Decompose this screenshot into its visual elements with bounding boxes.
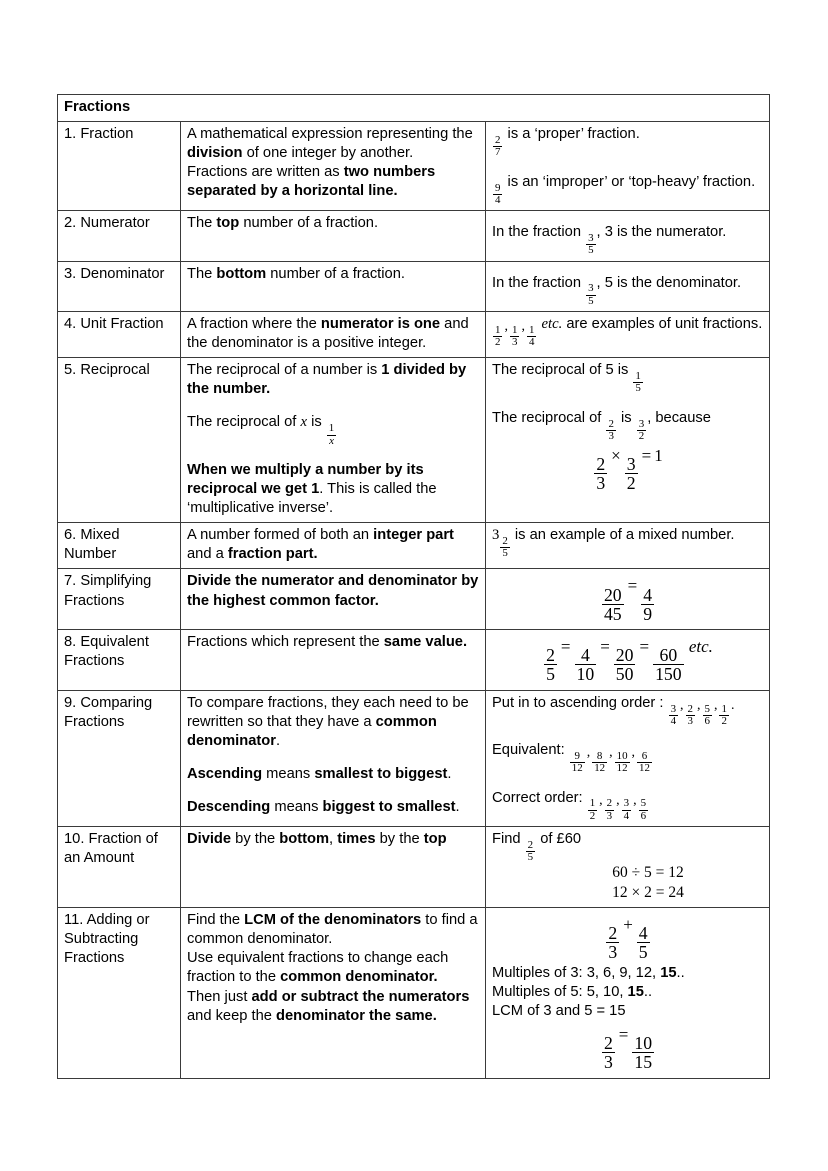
- lcm-statement: LCM of 3 and 5 = 15: [492, 1002, 626, 1019]
- example-fraction: [486, 122, 770, 211]
- def-text: The reciprocal of: [187, 414, 301, 431]
- table-row: [58, 630, 770, 691]
- def-bold: same value: [383, 634, 463, 650]
- equivalent-list: $\frac{9}{12}$ , $\frac{8}{12}$ , $\frac{10}{12}$ , $\frac{6}{12}$: [571, 745, 650, 775]
- integer-part: 3: [492, 527, 500, 544]
- fraction-60-150: $\frac{60}{150}$: [655, 645, 682, 685]
- definition-mixed-number: [181, 523, 486, 569]
- fraction-1-2: $\frac{1}{2}$: [495, 323, 501, 349]
- def-bold: common denominator: [280, 969, 434, 986]
- fraction-5-6: $\frac{5}{6}$: [640, 797, 647, 822]
- fraction-3-4: $\frac{3}{4}$: [670, 702, 677, 727]
- def-text: is: [307, 414, 326, 431]
- example-unit-fraction: [486, 311, 770, 357]
- term-comparing-fractions: 9. Comparing Fractions: [58, 690, 181, 826]
- def-text: .: [462, 634, 468, 650]
- equals-operator: =: [639, 637, 650, 656]
- def-text: ,: [329, 830, 338, 847]
- fraction-1-5: $\frac{1}{5}$: [635, 370, 641, 395]
- definition-simplifying-fractions: [181, 569, 486, 630]
- fraction-1-3: $\frac{1}{3}$: [511, 323, 518, 349]
- correct-order-list: $\frac{1}{2}$ , $\frac{2}{3}$ , $\frac{3}{4}$ , $\frac{5}{6}$: [589, 792, 647, 822]
- def-bold: Divide: [187, 830, 232, 847]
- example-text: ..: [676, 964, 685, 981]
- term-numerator: 2. Numerator: [58, 211, 181, 261]
- term-fraction-of-amount: 10. Fraction of an Amount: [58, 826, 181, 907]
- def-bold: common denominator: [187, 713, 437, 749]
- equation-reciprocal-product: [492, 447, 764, 493]
- fraction-2-3: $\frac{2}{3}$: [687, 702, 693, 727]
- fraction-1-2: $\frac{1}{2}$: [589, 797, 596, 822]
- def-text: by the: [375, 830, 424, 847]
- example-text: , 5 is the denominator.: [596, 274, 742, 291]
- definition-adding-subtracting-fractions: [181, 908, 486, 1078]
- def-text: number of a fraction.: [266, 265, 405, 282]
- def-text: To compare fractions, they each need to be rewritten so that they have a: [187, 694, 469, 730]
- def-text: The reciprocal of a number is: [187, 362, 382, 379]
- definition-unit-fraction: [181, 311, 486, 357]
- ascending-input-list: $\frac{3}{4}$ , $\frac{2}{3}$ , $\frac{5}{6}$ , $\frac{1}{2}$ .: [670, 697, 735, 727]
- def-text: . This is called the ‘multiplicative inverse’.: [187, 481, 437, 517]
- def-bold: top: [423, 830, 447, 847]
- fraction-4-10: $\frac{4}{10}$: [576, 645, 595, 685]
- table-row: [58, 908, 770, 1078]
- def-bold: LCM of the denominators: [244, 912, 422, 929]
- example-denominator: [486, 261, 770, 311]
- def-bold: two numbers separated by a horizontal line: [187, 164, 436, 200]
- definition-fraction-of-amount: [181, 826, 486, 907]
- fraction-9-12: $\frac{9}{12}$: [571, 749, 583, 775]
- def-bold: bottom: [279, 830, 330, 847]
- fraction-2-5: $\frac{2}{5}$: [546, 645, 555, 685]
- fraction-1-over-x: $\frac{1}{x}$: [328, 422, 335, 447]
- table-header-row: [58, 95, 770, 122]
- def-text: means: [262, 765, 315, 782]
- example-text: , 3 is the numerator.: [596, 224, 727, 241]
- ascending-order-label: Put in to ascending order :: [492, 694, 664, 711]
- fraction-2-7: $\frac{2}{7}$: [495, 134, 501, 159]
- def-text: .: [275, 732, 281, 749]
- table-row: [58, 311, 770, 357]
- definition-denominator: [181, 261, 486, 311]
- fraction-2-3: $\frac{2}{3}$: [608, 923, 618, 963]
- term-adding-subtracting-fractions: 11. Adding or Subtracting Fractions: [58, 908, 181, 1078]
- multiples-of-5-lcm: 15: [627, 983, 644, 1000]
- term-denominator: 3. Denominator: [58, 261, 181, 311]
- calculation-step-1: 60 ÷ 5 = 12: [612, 864, 684, 882]
- def-text: .: [432, 1007, 437, 1024]
- variable-x: x: [300, 414, 308, 431]
- def-bold: numerator is one: [320, 315, 441, 332]
- def-text: .: [447, 765, 452, 782]
- example-text: The reciprocal of 5 is: [492, 362, 633, 379]
- example-text: is an ‘improper’ or ‘top-heavy’ fraction.: [503, 173, 756, 190]
- example-equivalent-fractions: [486, 630, 770, 691]
- definition-equivalent-fractions: [181, 630, 486, 691]
- example-adding-subtracting-fractions: [486, 908, 770, 1078]
- example-text: of £60: [536, 830, 582, 847]
- def-bold: times: [337, 830, 376, 847]
- term-reciprocal: 5. Reciprocal: [58, 358, 181, 523]
- def-text: The: [187, 265, 217, 282]
- example-text: , because: [647, 409, 711, 426]
- multiply-operator: ×: [611, 446, 621, 466]
- def-bold: Divide the numerator and denominator by the highest common factor: [187, 573, 479, 609]
- multiples-of-3-lcm: 15: [660, 964, 677, 981]
- fraction-1-2: $\frac{1}{2}$: [721, 702, 727, 727]
- fraction-3-5: $\frac{3}{5}$: [588, 282, 594, 307]
- calculation-step-2: 12 × 2 = 24: [612, 884, 684, 902]
- example-text: are examples of unit fractions.: [562, 315, 763, 332]
- def-bold: smallest to biggest: [314, 765, 448, 782]
- example-text: In the fraction: [492, 224, 586, 241]
- fraction-1-4: $\frac{1}{4}$: [528, 323, 535, 349]
- fraction-2-5: $\frac{2}{5}$: [502, 535, 508, 560]
- def-text: A fraction where the: [187, 315, 321, 332]
- fraction-9-4: $\frac{9}{4}$: [495, 181, 501, 206]
- term-equivalent-fractions: 8. Equivalent Fractions: [58, 630, 181, 691]
- def-text: and keep the: [187, 1007, 277, 1024]
- example-mixed-number: [486, 523, 770, 569]
- example-text: Find: [492, 830, 525, 847]
- def-bold: division: [187, 145, 243, 162]
- def-text: .: [433, 969, 438, 986]
- equals-operator: =: [641, 446, 652, 466]
- equation-result: 1: [654, 446, 663, 466]
- def-text: to find a common denominator.: [187, 912, 478, 948]
- def-text: Fractions are written as: [187, 164, 344, 181]
- def-text: Fractions which represent the: [187, 634, 384, 650]
- equation-sum-bottom: [492, 1026, 764, 1072]
- fraction-3-2: $\frac{3}{2}$: [626, 454, 636, 494]
- equation-equivalent-chain: [492, 638, 764, 684]
- equals-operator: =: [600, 637, 610, 656]
- def-bold: fraction part: [227, 546, 314, 563]
- fraction-4-5: $\frac{4}{5}$: [638, 923, 648, 963]
- def-text: Then just: [187, 988, 252, 1005]
- fraction-2-3: $\frac{2}{3}$: [596, 454, 606, 494]
- plus-operator: +: [623, 915, 633, 935]
- multiples-of-5-text: Multiples of 5: 5, 10,: [492, 983, 628, 1000]
- def-text: .: [455, 799, 460, 815]
- def-text: number of a fraction.: [239, 215, 379, 232]
- def-bold: top: [216, 215, 240, 232]
- fraction-8-12: $\frac{8}{12}$: [594, 749, 606, 775]
- def-bold: When we multiply a number by its reciprocal we get 1: [187, 461, 424, 497]
- def-text: and a: [187, 546, 228, 563]
- def-text: and the denominator is a positive integer.: [187, 315, 469, 352]
- fractions-reference-table: [57, 94, 770, 1079]
- definition-reciprocal: [181, 358, 486, 523]
- example-simplifying-fractions: [486, 569, 770, 630]
- example-text: is an example of a mixed number.: [510, 527, 735, 544]
- fraction-10-15: $\frac{10}{15}$: [634, 1033, 653, 1073]
- definition-numerator: [181, 211, 486, 261]
- example-text: The reciprocal of: [492, 409, 606, 426]
- example-numerator: [486, 211, 770, 261]
- def-text: Find the: [187, 912, 245, 929]
- example-reciprocal: [486, 358, 770, 523]
- example-comparing-fractions: [486, 690, 770, 826]
- equals-operator: =: [627, 576, 638, 596]
- table-row: [58, 690, 770, 826]
- def-text: by the: [231, 830, 280, 847]
- equation-simplify: [492, 577, 764, 623]
- def-text: means: [270, 799, 323, 815]
- table-row: [58, 523, 770, 569]
- example-text: ..: [643, 983, 653, 1000]
- correct-order-label: Correct order:: [492, 789, 583, 806]
- fraction-6-12: $\frac{6}{12}$: [639, 749, 650, 775]
- table-row: [58, 358, 770, 523]
- fraction-2-3: $\frac{2}{3}$: [603, 1033, 613, 1073]
- def-bold: 1 divided by the number: [187, 362, 467, 398]
- term-unit-fraction: 4. Unit Fraction: [58, 311, 181, 357]
- equals-operator: =: [618, 1024, 629, 1044]
- def-text: A mathematical expression representing the: [187, 126, 473, 143]
- fraction-20-45: $\frac{20}{45}$: [603, 584, 622, 624]
- term-fraction: 1. Fraction: [58, 122, 181, 211]
- table-row: [58, 261, 770, 311]
- fraction-10-12: $\frac{10}{12}$: [616, 749, 628, 775]
- fraction-3-5: $\frac{3}{5}$: [588, 231, 594, 257]
- def-text: of one integer by another.: [242, 145, 414, 162]
- table-row: [58, 826, 770, 907]
- example-text: In the fraction: [492, 274, 586, 291]
- term-mixed-number: 6. Mixed Number: [58, 523, 181, 569]
- example-fraction-of-amount: [486, 826, 770, 907]
- def-bold: denominator the same: [276, 1007, 433, 1024]
- worksheet-page: [57, 94, 769, 1079]
- def-bold: Ascending: [187, 765, 263, 782]
- def-text: .: [266, 381, 271, 398]
- fraction-2-5: $\frac{2}{5}$: [527, 838, 534, 864]
- def-text: .: [393, 183, 398, 200]
- multiples-of-3-text: Multiples of 3: 3, 6, 9, 12,: [492, 964, 661, 981]
- equivalent-label: Equivalent:: [492, 742, 565, 759]
- fraction-2-3: $\frac{2}{3}$: [608, 417, 614, 442]
- def-bold: biggest to smallest: [322, 799, 456, 815]
- def-text: Use equivalent fractions to change each fraction to the: [187, 950, 449, 986]
- table-row: [58, 122, 770, 211]
- definition-fraction: [181, 122, 486, 211]
- example-text: is a ‘proper’ fraction.: [503, 126, 640, 143]
- definition-comparing-fractions: [181, 690, 486, 826]
- table-row: [58, 569, 770, 630]
- def-text: .: [374, 592, 379, 609]
- def-bold: add or subtract the numerators: [251, 988, 470, 1005]
- fraction-3-2: $\frac{3}{2}$: [638, 417, 645, 442]
- term-simplifying-fractions: 7. Simplifying Fractions: [58, 569, 181, 630]
- fraction-20-50: $\frac{20}{50}$: [615, 645, 634, 685]
- def-bold: Descending: [187, 799, 271, 815]
- fraction-2-3: $\frac{2}{3}$: [606, 797, 613, 822]
- unit-fraction-list: $\frac{1}{2}$ , $\frac{1}{3}$ , $\frac{1}{4}$: [495, 319, 535, 349]
- fraction-3-4: $\frac{3}{4}$: [623, 797, 630, 822]
- def-text: The: [187, 215, 217, 232]
- table-row: [58, 211, 770, 261]
- equals-operator: =: [560, 637, 571, 656]
- etc-label: etc.: [541, 315, 563, 332]
- fraction-4-9: $\frac{4}{9}$: [643, 584, 653, 624]
- def-bold: bottom: [216, 265, 267, 282]
- etc-label: etc.: [688, 637, 713, 656]
- equation-sum-top: [492, 916, 764, 962]
- def-text: A number formed of both an: [187, 527, 374, 544]
- def-bold: integer part: [373, 527, 454, 544]
- example-text: is: [616, 409, 636, 426]
- def-text: .: [313, 546, 318, 563]
- table-title: Fractions: [58, 95, 770, 122]
- fraction-5-6: $\frac{5}{6}$: [704, 702, 710, 727]
